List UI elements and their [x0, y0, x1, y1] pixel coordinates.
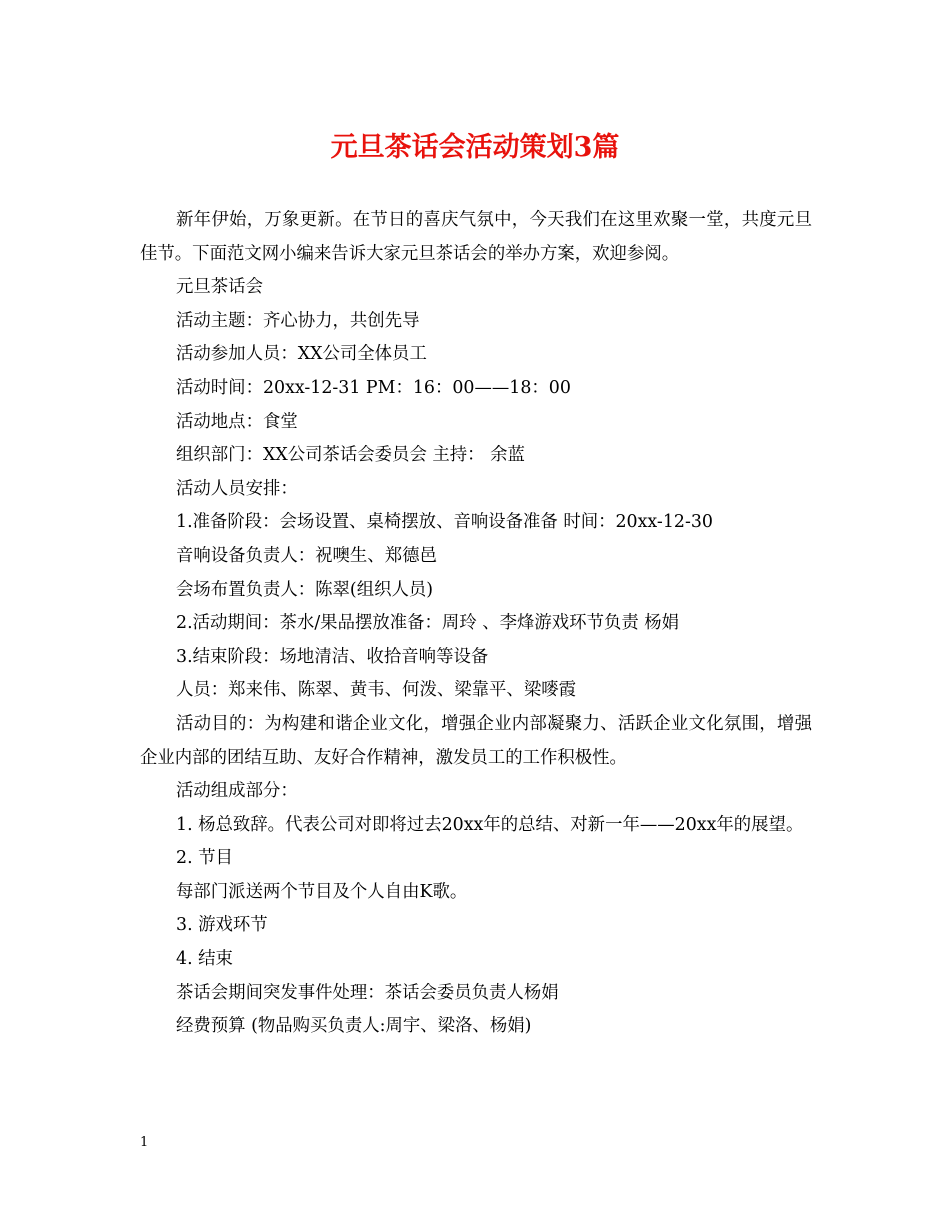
paragraph-emergency: 茶话会期间突发事件处理：茶话会委员负责人杨娟	[176, 982, 559, 1003]
document-body	[140, 204, 812, 1044]
page-number: 1	[140, 1135, 149, 1150]
paragraph-time: 活动时间：20xx-12-31 PM：16：00——18：00	[176, 377, 571, 398]
document-title: 元旦茶话会活动策划3篇	[330, 132, 620, 163]
paragraph-components: 活动组成部分：	[176, 781, 298, 802]
paragraph-participants: 活动参加人员：XX公司全体员工	[176, 344, 427, 365]
paragraph-programs: 2. 节目	[176, 848, 233, 869]
paragraph-venue-lead: 会场布置负责人：陈翠(组织人员)	[176, 579, 434, 600]
paragraph-budget: 经费预算 (物品购买负责人:周宇、梁洛、杨娟)	[176, 1016, 532, 1037]
paragraph-purpose: 活动目的：为构建和谐企业文化，增强企业内部凝聚力、活跃企业文化氛围，增强企业内部的团结互助、友好合作精神，激发员工的工作积极性。	[140, 713, 812, 768]
paragraph-location: 活动地点：食堂	[176, 411, 298, 432]
paragraph-games: 3. 游戏环节	[176, 915, 268, 936]
paragraph-end-stage: 3.结束阶段：场地清洁、收拾音响等设备	[176, 646, 489, 667]
paragraph-programs-detail: 每部门派送两个节目及个人自由K歌。	[176, 881, 468, 902]
paragraph-personnel: 人员：郑来伟、陈翠、黄韦、何泼、梁靠平、梁嘜霞	[176, 680, 576, 701]
paragraph-event-period: 2.活动期间：茶水/果品摆放准备：周玲 、李烽游戏环节负责 杨娟	[176, 613, 680, 634]
paragraph-theme: 活动主题：齐心协力，共创先导	[176, 310, 420, 331]
paragraph-staff-arrangement: 活动人员安排：	[176, 478, 298, 499]
paragraph-ending: 4. 结束	[176, 949, 233, 970]
paragraph-intro: 新年伊始，万象更新。在节日的喜庆气氛中，今天我们在这里欢聚一堂，共度元旦佳节。下面范文网小编来告诉大家元旦茶话会的举办方案，欢迎参阅。	[140, 210, 812, 264]
paragraph-prep-stage: 1.准备阶段：会场设置、桌椅摆放、音响设备准备 时间：20xx-12-30	[176, 512, 713, 533]
paragraph-event-name: 元旦茶话会	[176, 277, 263, 298]
paragraph-speech: 1. 杨总致辞。代表公司对即将过去20xx年的总结、对新一年——20xx年的展望。	[176, 814, 804, 835]
paragraph-organizer: 组织部门：XX公司茶话会委员会 主持： 余蓝	[176, 445, 525, 466]
paragraph-audio-lead: 音响设备负责人：祝噢生、郑德邑	[176, 545, 437, 566]
